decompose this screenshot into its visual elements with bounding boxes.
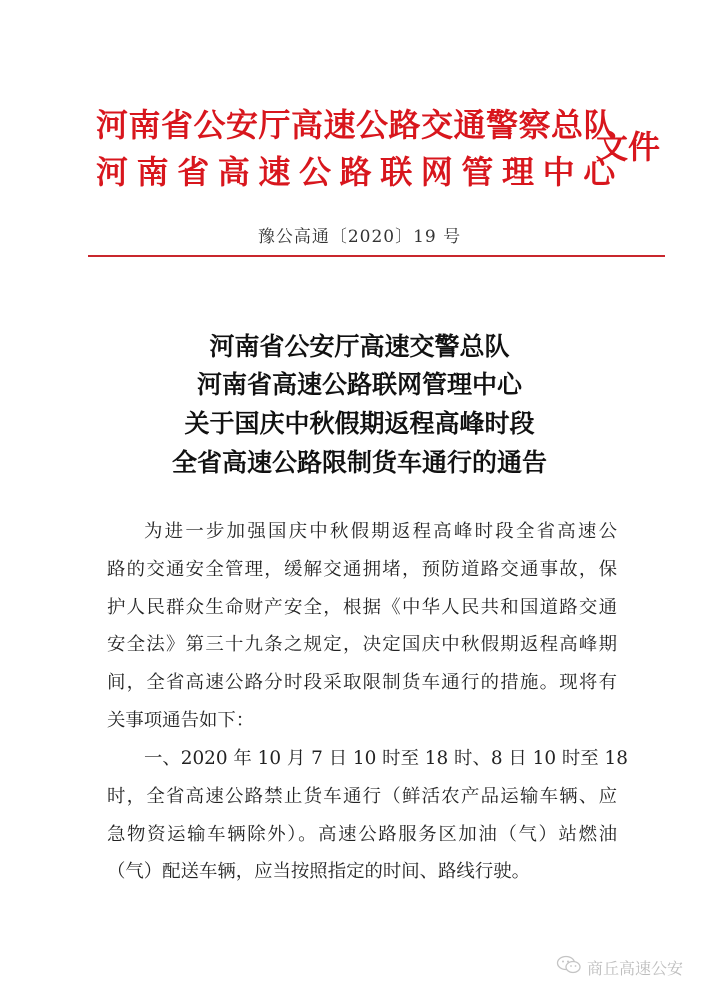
- document-type-label: 文件: [596, 128, 661, 166]
- body-line: 一、2020 年 10 月 7 日 10 时至 18 时、8 日 10 时至 18: [144, 748, 628, 769]
- body-line: 护人民群众生命财产安全，根据《中华人民共和国道路交通: [107, 596, 617, 618]
- issuing-org-line-2: 河南省高速公路联网管理中心: [96, 153, 624, 191]
- notice-title-line-1: 河南省公安厅高速交警总队: [209, 332, 510, 361]
- body-paragraph-1: [107, 513, 617, 740]
- body-line: 急物资运输车辆除外）。高速公路服务区加油（气）站燃油: [107, 823, 617, 845]
- body-line: 路的交通安全管理，缓解交通拥堵，预防道路交通事故，保: [107, 558, 617, 580]
- body-line: 关事项通告如下：: [107, 709, 255, 731]
- body-paragraph-2: [107, 740, 628, 891]
- notice-title-line-3: 关于国庆中秋假期返程高峰时段: [184, 409, 535, 438]
- watermark-label: 商丘高速公安: [587, 958, 684, 978]
- red-divider-line: [88, 255, 665, 257]
- document-number: 豫公高通〔2020〕19 号: [257, 227, 462, 247]
- notice-title-line-2: 河南省高速公路联网管理中心: [196, 370, 522, 399]
- body-line: 为进一步加强国庆中秋假期返程高峰时段全省高速公: [144, 521, 617, 542]
- notice-title-line-4: 全省高速公路限制货车通行的通告: [171, 448, 547, 477]
- watermark: [556, 955, 683, 979]
- wechat-icon: [556, 955, 582, 979]
- issuing-org-line-1: 河南省公安厅高速公路交通警察总队: [96, 106, 617, 144]
- body-line: 安全法》第三十九条之规定，决定国庆中秋假期返程高峰期: [107, 634, 617, 656]
- body-line: 间，全省高速公路分时段采取限制货车通行的措施。现将有: [107, 672, 617, 694]
- body-line: （气）配送车辆，应当按照指定的时间、路线行驶。: [107, 861, 530, 883]
- body-line: 时，全省高速公路禁止货车通行（鲜活农产品运输车辆、应: [107, 785, 617, 807]
